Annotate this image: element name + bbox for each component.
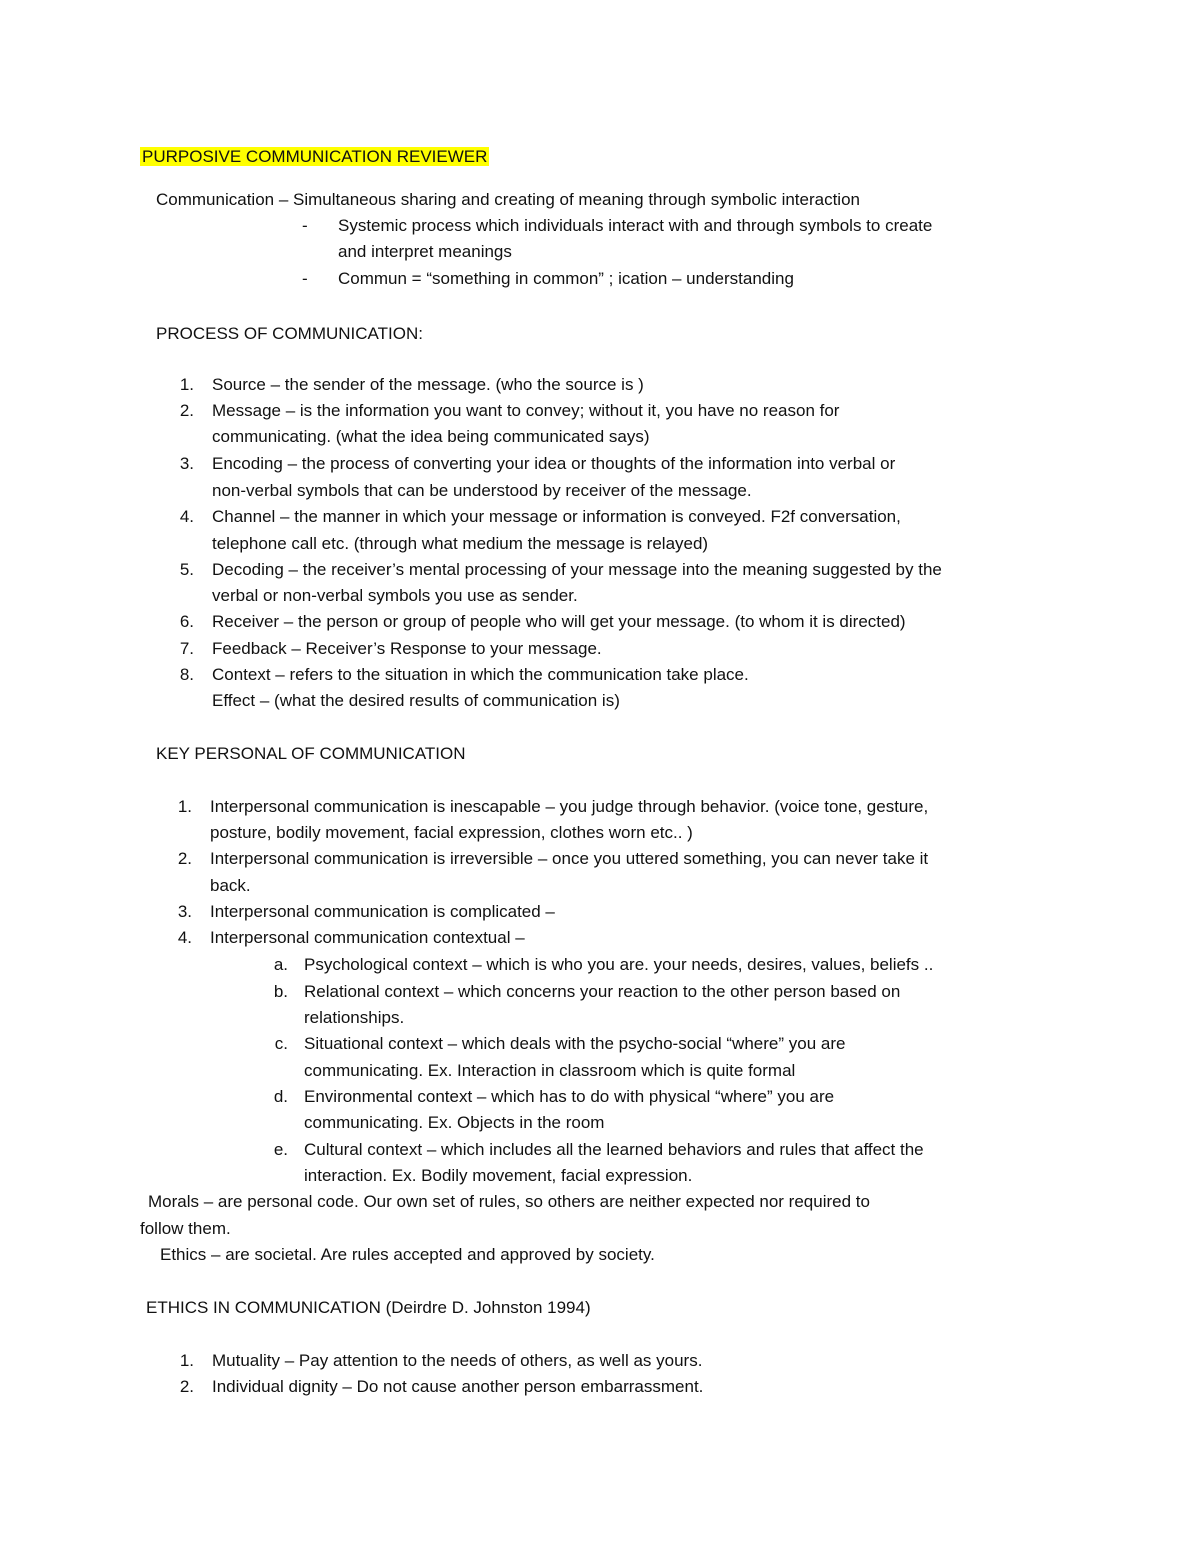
process-item-context: Context – refers to the situation in which the communication take place. <box>212 665 749 684</box>
list-number: 1. <box>179 1351 194 1370</box>
key-item-contextual: Interpersonal communication contextual – <box>210 928 525 947</box>
process-item-channel-cont: telephone call etc. (through what medium the message is relayed) <box>212 534 709 553</box>
subitem-situational: Situational context – which deals with the psycho-social “where” you are <box>304 1034 846 1053</box>
key-item-inescapable: Interpersonal communication is inescapable – you judge through behavior. (voice tone, gesture, <box>210 797 929 816</box>
subitem-relational: Relational context – which concerns your reaction to the other person based on <box>304 982 901 1001</box>
document-title <box>140 146 489 168</box>
bullet-dash: - <box>302 216 308 235</box>
list-number: 6. <box>179 612 194 631</box>
process-item-feedback: Feedback – Receiver’s Response to your message. <box>212 639 602 658</box>
list-number: 4. <box>177 928 192 947</box>
key-item-irreversible: Interpersonal communication is irreversible – once you uttered something, you can never take it <box>210 849 929 868</box>
bullet-line: Commun = “something in common” ; ication – understanding <box>338 269 794 288</box>
list-number: 5. <box>179 560 194 579</box>
sublist-letter: b. <box>273 982 288 1001</box>
bullet-dash: - <box>302 269 308 288</box>
ethics-definition: Ethics – are societal. Are rules accepted and approved by society. <box>160 1245 655 1264</box>
list-number: 7. <box>179 639 194 658</box>
process-item-encoding-cont: non-verbal symbols that can be understood by receiver of the message. <box>212 481 752 500</box>
ethics-item-mutuality: Mutuality – Pay attention to the needs of others, as well as yours. <box>212 1351 703 1370</box>
subitem-environmental: Environmental context – which has to do with physical “where” you are <box>304 1087 835 1106</box>
subitem-relational-cont: relationships. <box>304 1008 405 1027</box>
list-number: 2. <box>179 401 194 420</box>
subitem-environmental-cont: communicating. Ex. Objects in the room <box>304 1113 605 1132</box>
morals-definition-cont: follow them. <box>140 1219 231 1238</box>
key-item-irreversible-cont: back. <box>210 876 251 895</box>
subitem-cultural-cont: interaction. Ex. Bodily movement, facial expression. <box>304 1166 693 1185</box>
subitem-cultural: Cultural context – which includes all the learned behaviors and rules that affect the <box>304 1140 924 1159</box>
process-item-message: Message – is the information you want to convey; without it, you have no reason for <box>212 401 840 420</box>
list-number: 3. <box>179 454 194 473</box>
list-number: 8. <box>179 665 194 684</box>
subitem-situational-cont: communicating. Ex. Interaction in classroom which is quite formal <box>304 1061 796 1080</box>
process-item-decoding-cont: verbal or non-verbal symbols you use as sender. <box>212 586 578 605</box>
sublist-letter: a. <box>273 955 288 974</box>
process-item-decoding: Decoding – the receiver’s mental processing of your message into the meaning suggested by the <box>212 560 942 579</box>
bullet-line: and interpret meanings <box>338 242 512 261</box>
sublist-letter: d. <box>273 1087 288 1106</box>
sublist-letter: c. <box>274 1034 288 1053</box>
ethics-heading: ETHICS IN COMMUNICATION (Deirdre D. Johnston 1994) <box>146 1298 591 1317</box>
morals-definition: Morals – are personal code. Our own set of rules, so others are neither expected nor required to <box>148 1192 870 1211</box>
process-item-encoding: Encoding – the process of converting your idea or thoughts of the information into verbal or <box>212 454 896 473</box>
list-number: 2. <box>179 1377 194 1396</box>
list-number: 3. <box>177 902 192 921</box>
list-number: 1. <box>177 797 192 816</box>
title-highlight: PURPOSIVE COMMUNICATION REVIEWER <box>142 147 488 166</box>
list-number: 2. <box>177 849 192 868</box>
process-item-source: Source – the sender of the message. (who the source is ) <box>212 375 644 394</box>
process-item-message-cont: communicating. (what the idea being communicated says) <box>212 427 650 446</box>
key-item-inescapable-cont: posture, bodily movement, facial expression, clothes worn etc.. ) <box>210 823 693 842</box>
ethics-item-dignity: Individual dignity – Do not cause another person embarrassment. <box>212 1377 704 1396</box>
process-item-channel: Channel – the manner in which your message or information is conveyed. F2f conversation, <box>212 507 901 526</box>
key-personal-heading: KEY PERSONAL OF COMMUNICATION <box>156 744 466 763</box>
process-item-effect: Effect – (what the desired results of communication is) <box>212 691 620 710</box>
key-item-complicated: Interpersonal communication is complicated – <box>210 902 555 921</box>
list-number: 1. <box>179 375 194 394</box>
subitem-psychological: Psychological context – which is who you are. your needs, desires, values, beliefs .. <box>304 955 934 974</box>
sublist-letter: e. <box>273 1140 288 1159</box>
bullet-line: Systemic process which individuals interact with and through symbols to create <box>338 216 933 235</box>
process-item-receiver: Receiver – the person or group of people who will get your message. (to whom it is directed) <box>212 612 906 631</box>
communication-definition: Communication – Simultaneous sharing and creating of meaning through symbolic interaction <box>156 190 860 209</box>
process-heading: PROCESS OF COMMUNICATION: <box>156 324 423 343</box>
list-number: 4. <box>179 507 194 526</box>
